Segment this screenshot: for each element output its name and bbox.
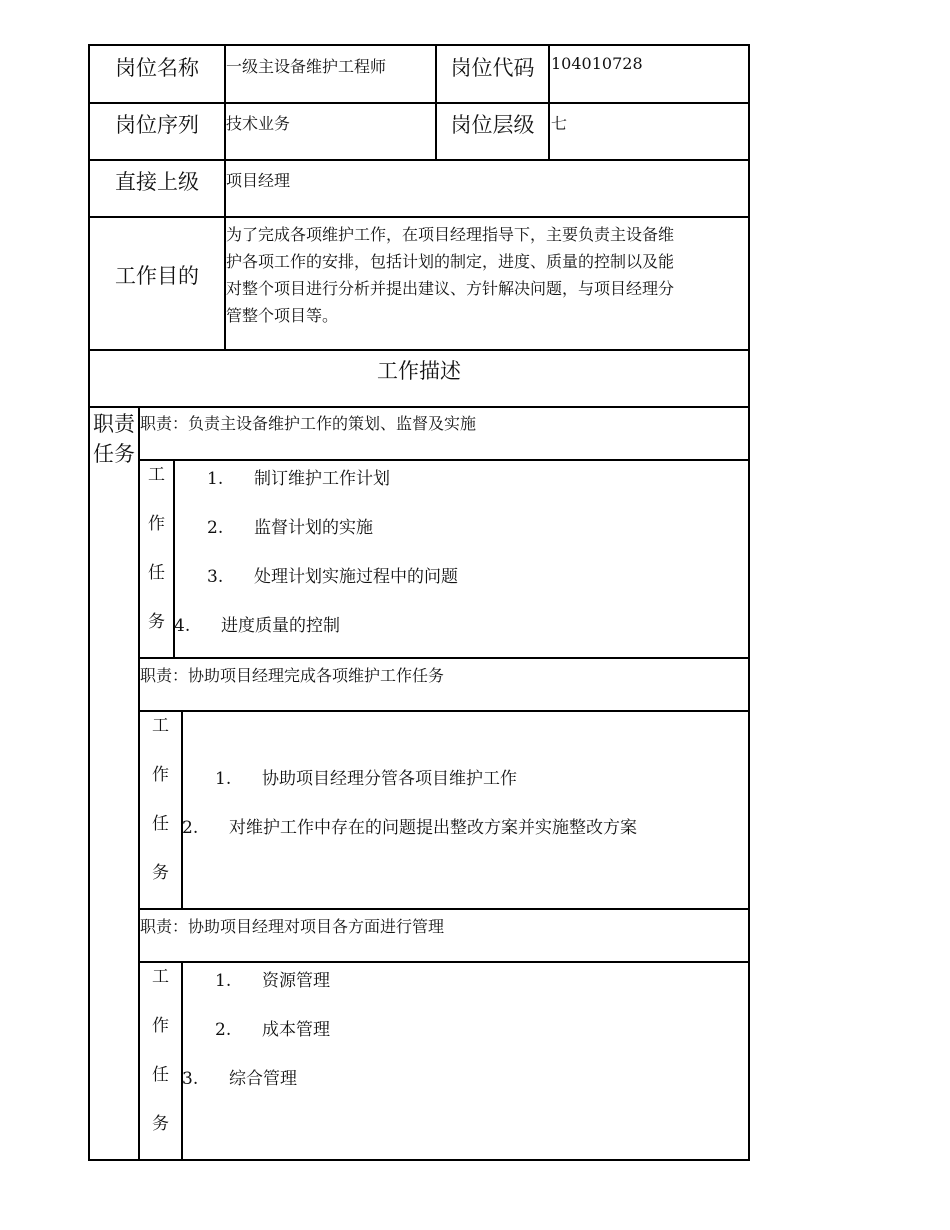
task-number: 2.	[207, 518, 224, 538]
superior-value: 项目经理	[226, 171, 291, 190]
column-divider	[181, 710, 183, 910]
task-number: 1.	[215, 769, 232, 789]
task-item	[182, 813, 637, 838]
task-number: 1.	[215, 971, 232, 991]
task-label-char: 工	[148, 465, 165, 485]
purpose-line: 对整个项目进行分析并提出建议、方针解决问题，与项目经理分	[226, 279, 675, 298]
task-label-char: 工	[152, 967, 169, 987]
level-label: 岗位层级	[450, 113, 535, 137]
task-text: 监督计划的实施	[254, 518, 373, 538]
column-divider	[181, 961, 183, 1161]
job-description-table	[88, 44, 750, 1161]
task-label-char: 作	[152, 1016, 169, 1036]
purpose-line: 为了完成各项维护工作，在项目经理指导下，主要负责主设备维	[226, 225, 675, 244]
task-label-char: 作	[152, 765, 169, 785]
column-divider	[548, 44, 550, 161]
purpose-text	[226, 221, 748, 329]
description-title: 工作描述	[377, 359, 461, 383]
table-border-left	[88, 44, 90, 1161]
task-item	[215, 1015, 330, 1040]
duty-title: 职责：负责主设备维护工作的策划、监督及实施	[140, 414, 477, 433]
sequence-label: 岗位序列	[115, 113, 199, 137]
task-item	[207, 513, 373, 538]
task-number: 1.	[207, 469, 224, 489]
task-label-char: 作	[148, 514, 165, 534]
task-text: 协助项目经理分管各项目维护工作	[262, 769, 517, 789]
row-divider	[138, 657, 750, 659]
position-name-value: 一级主设备维护工程师	[226, 57, 387, 76]
task-text: 进度质量的控制	[221, 616, 340, 636]
task-number: 2.	[182, 818, 199, 838]
task-number: 4.	[174, 616, 191, 636]
task-number: 2.	[215, 1020, 232, 1040]
duty-title: 职责：协助项目经理完成各项维护工作任务	[140, 666, 445, 685]
row-divider	[88, 406, 750, 408]
row-divider	[138, 710, 750, 712]
superior-label: 直接上级	[115, 170, 199, 194]
duties-label	[90, 409, 138, 469]
task-item	[215, 966, 330, 991]
row-divider	[138, 908, 750, 910]
position-code-label: 岗位代码	[450, 56, 535, 80]
position-code-value: 104010728	[551, 54, 643, 73]
task-text: 成本管理	[262, 1020, 330, 1040]
sequence-value: 技术业务	[226, 114, 291, 133]
purpose-label: 工作目的	[115, 264, 199, 288]
task-label-char: 任	[148, 563, 165, 583]
task-label-char: 务	[148, 612, 165, 632]
duty-title: 职责：协助项目经理对项目各方面进行管理	[140, 917, 445, 936]
row-divider	[138, 459, 750, 461]
task-item	[207, 562, 458, 587]
purpose-line: 护各项工作的安排，包括计划的制定，进度、质量的控制以及能	[226, 252, 675, 271]
task-item	[207, 464, 390, 489]
task-item	[174, 611, 340, 636]
table-border-bottom	[88, 1159, 750, 1161]
task-label-char: 务	[152, 1114, 169, 1134]
row-divider	[138, 961, 750, 963]
task-label-char: 务	[152, 863, 169, 883]
task-text: 综合管理	[229, 1069, 297, 1089]
level-value: 七	[551, 114, 568, 133]
duties-label-line: 职责	[93, 412, 135, 436]
task-text: 对维护工作中存在的问题提出整改方案并实施整改方案	[229, 818, 637, 838]
row-divider	[88, 349, 750, 351]
task-item	[182, 1064, 297, 1089]
task-number: 3.	[182, 1069, 199, 1089]
row-divider	[88, 216, 750, 218]
table-border-top	[88, 44, 750, 46]
task-text: 资源管理	[262, 971, 330, 991]
task-item	[215, 764, 517, 789]
task-text: 制订维护工作计划	[254, 469, 390, 489]
row-divider	[88, 159, 750, 161]
task-label-char: 任	[152, 1065, 169, 1085]
task-label	[140, 451, 173, 647]
position-name-label: 岗位名称	[115, 56, 199, 80]
task-label	[140, 953, 181, 1149]
task-number: 3.	[207, 567, 224, 587]
task-label	[140, 702, 181, 898]
duties-label-line: 任务	[93, 442, 135, 466]
task-label-char: 工	[152, 716, 169, 736]
purpose-line: 管整个项目等。	[226, 306, 339, 325]
task-label-char: 任	[152, 814, 169, 834]
row-divider	[88, 102, 750, 104]
task-text: 处理计划实施过程中的问题	[254, 567, 458, 587]
table-border-right	[748, 44, 750, 1161]
